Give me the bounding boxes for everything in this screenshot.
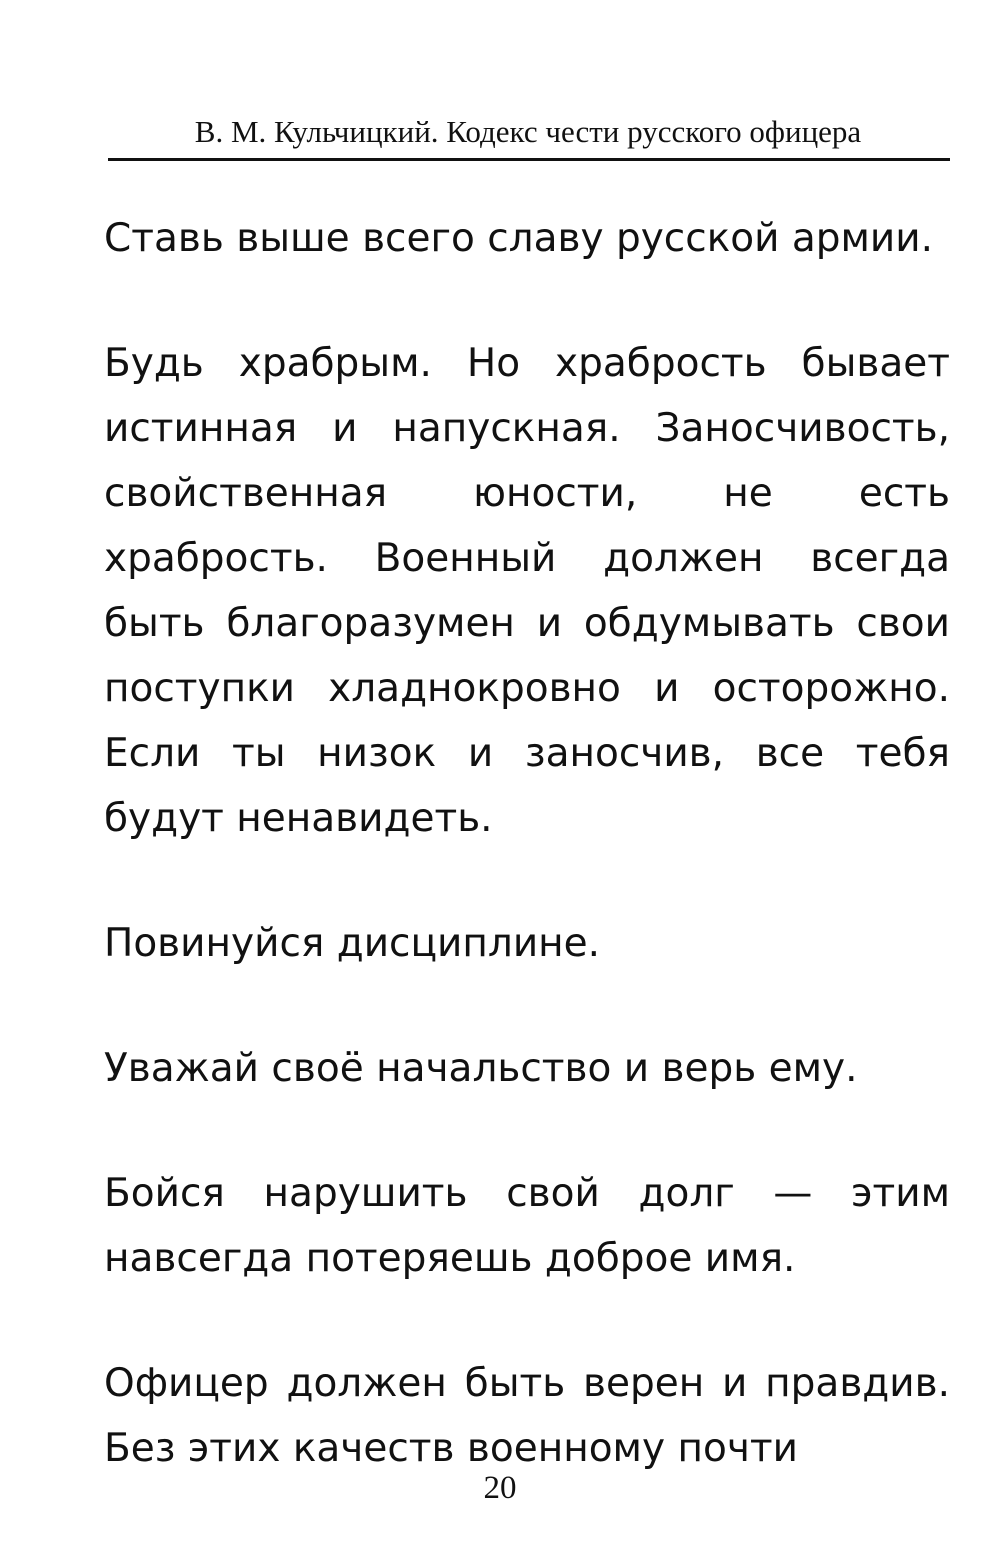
header-rule xyxy=(108,158,950,161)
page-number: 20 xyxy=(483,1470,517,1506)
paragraph-3: Повинуйся дисциплине. xyxy=(104,921,601,966)
paragraph-4: Уважай своё начальство и верь ему. xyxy=(104,1046,858,1091)
body-text xyxy=(104,206,950,1541)
paragraph-1: Ставь выше всего славу русской армии. xyxy=(104,216,934,261)
running-title: В. М. Кульчицкий. Кодекс чести русского офицера xyxy=(194,114,862,149)
paragraph-2: Будь храбрым. Но храбрость бывает истинная и напускная. Заносчивость, свойственная юности, не есть храбрость. Военный должен всегда быть благоразумен и обдумывать свои поступки хладнокровно и осторожно. Если ты низок и заносчив, все тебя будут ненавидеть. xyxy=(104,341,950,841)
paragraph-6: Офицер должен быть верен и правдив. Без этих качеств военному почти xyxy=(104,1361,950,1471)
paragraph-5: Бойся нарушить свой долг — этим навсегда потеряешь доброе имя. xyxy=(104,1171,950,1281)
